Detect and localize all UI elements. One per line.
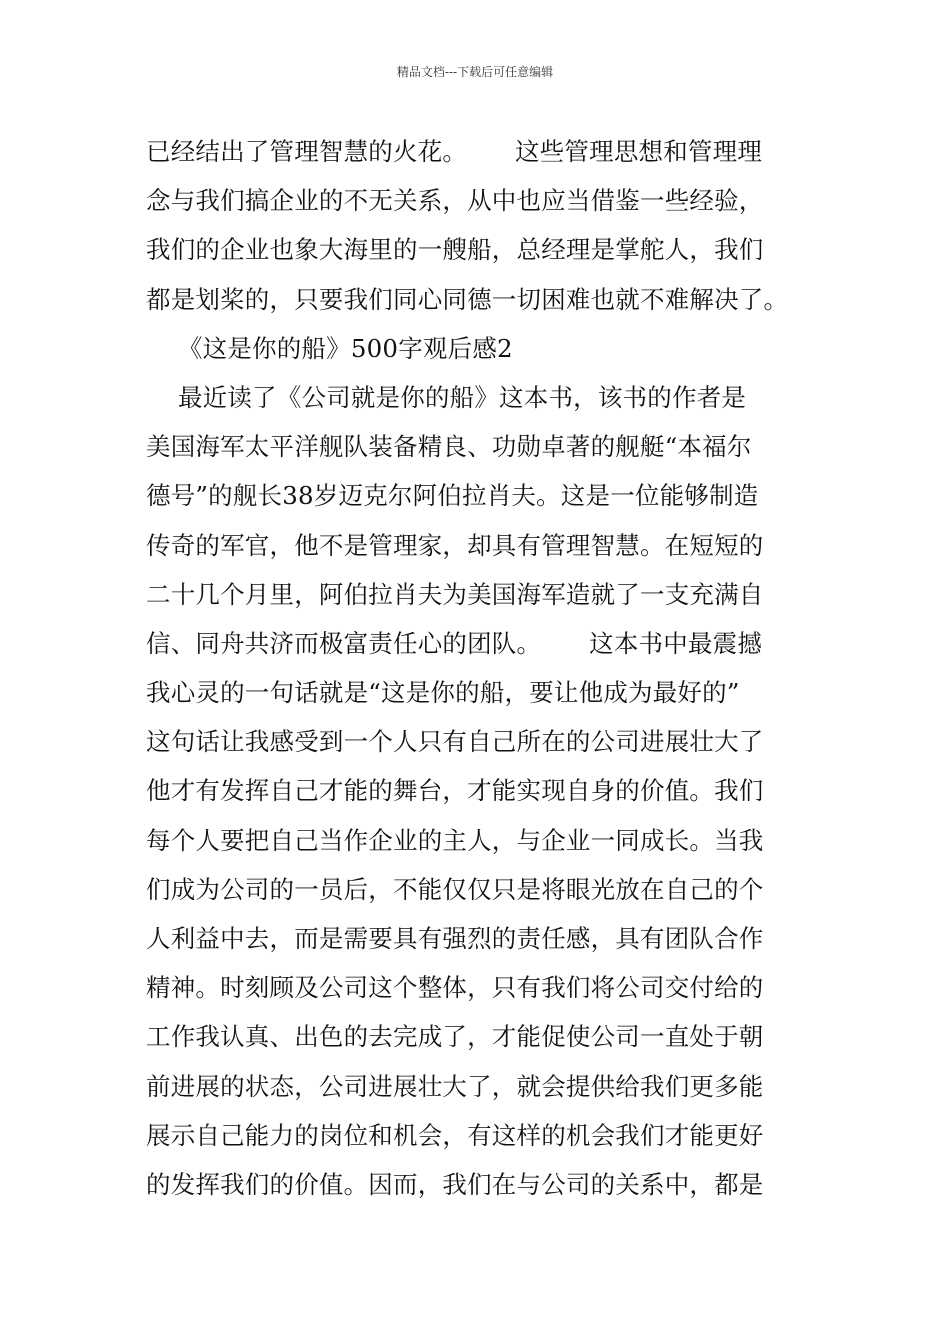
page-header: 精品文档---下载后可任意编辑 [396, 65, 554, 79]
text-line: 的发挥我们的价值。因而，我们在与公司的关系中，都是 [146, 1169, 764, 1199]
text-line: 我们的企业也象大海里的一艘船，总经理是掌舵人，我们 [146, 235, 764, 265]
text-line: 这句话让我感受到一个人只有自己所在的公司进展壮大了 [146, 727, 764, 757]
text-line: 德号”的舰长38岁迈克尔阿伯拉肖夫。这是一位能够制造 [146, 481, 759, 511]
text-line: 美国海军太平洋舰队装备精良、功勋卓著的舰艇“本福尔 [146, 432, 752, 462]
text-line: 他才有发挥自己才能的舞台，才能实现自身的价值。我们 [146, 776, 764, 806]
text-line: 都是划桨的，只要我们同心同德一切困难也就不难解决了。 [146, 284, 789, 314]
text-line: 展示自己能力的岗位和机会，有这样的机会我们才能更好 [146, 1120, 764, 1150]
text-line: 传奇的军官，他不是管理家，却具有管理智慧。在短短的 [146, 530, 764, 560]
text-line: 们成为公司的一员后，不能仅仅只是将眼光放在自己的个 [146, 874, 764, 904]
document-body [146, 132, 811, 1214]
section-title: 《这是你的船》500字观后感2 [146, 333, 513, 363]
text-line: 前进展的状态，公司进展壮大了，就会提供给我们更多能 [146, 1071, 764, 1101]
text-line: 最近读了《公司就是你的船》这本书，该书的作者是 [146, 382, 747, 412]
text-line: 信、同舟共济而极富责任心的团队。 这本书中最震撼 [146, 628, 763, 658]
text-line: 人利益中去，而是需要具有强烈的责任感，具有团队合作 [146, 924, 764, 953]
text-line: 精神。时刻顾及公司这个整体，只有我们将公司交付给的 [146, 973, 764, 1003]
text-line: 工作我认真、出色的去完成了，才能促使公司一直处于朝 [146, 1022, 764, 1052]
text-line: 二十几个月里，阿伯拉肖夫为美国海军造就了一支充满自 [146, 579, 764, 609]
text-line: 已经结出了管理智慧的火花。 这些管理思想和管理理 [146, 137, 763, 166]
text-line: 念与我们搞企业的不无关系，从中也应当借鉴一些经验， [146, 186, 764, 216]
text-line: 每个人要把自己当作企业的主人，与企业一同成长。当我 [146, 825, 764, 855]
text-line: 我心灵的一句话就是“这是你的船，要让他成为最好的” [146, 678, 740, 708]
